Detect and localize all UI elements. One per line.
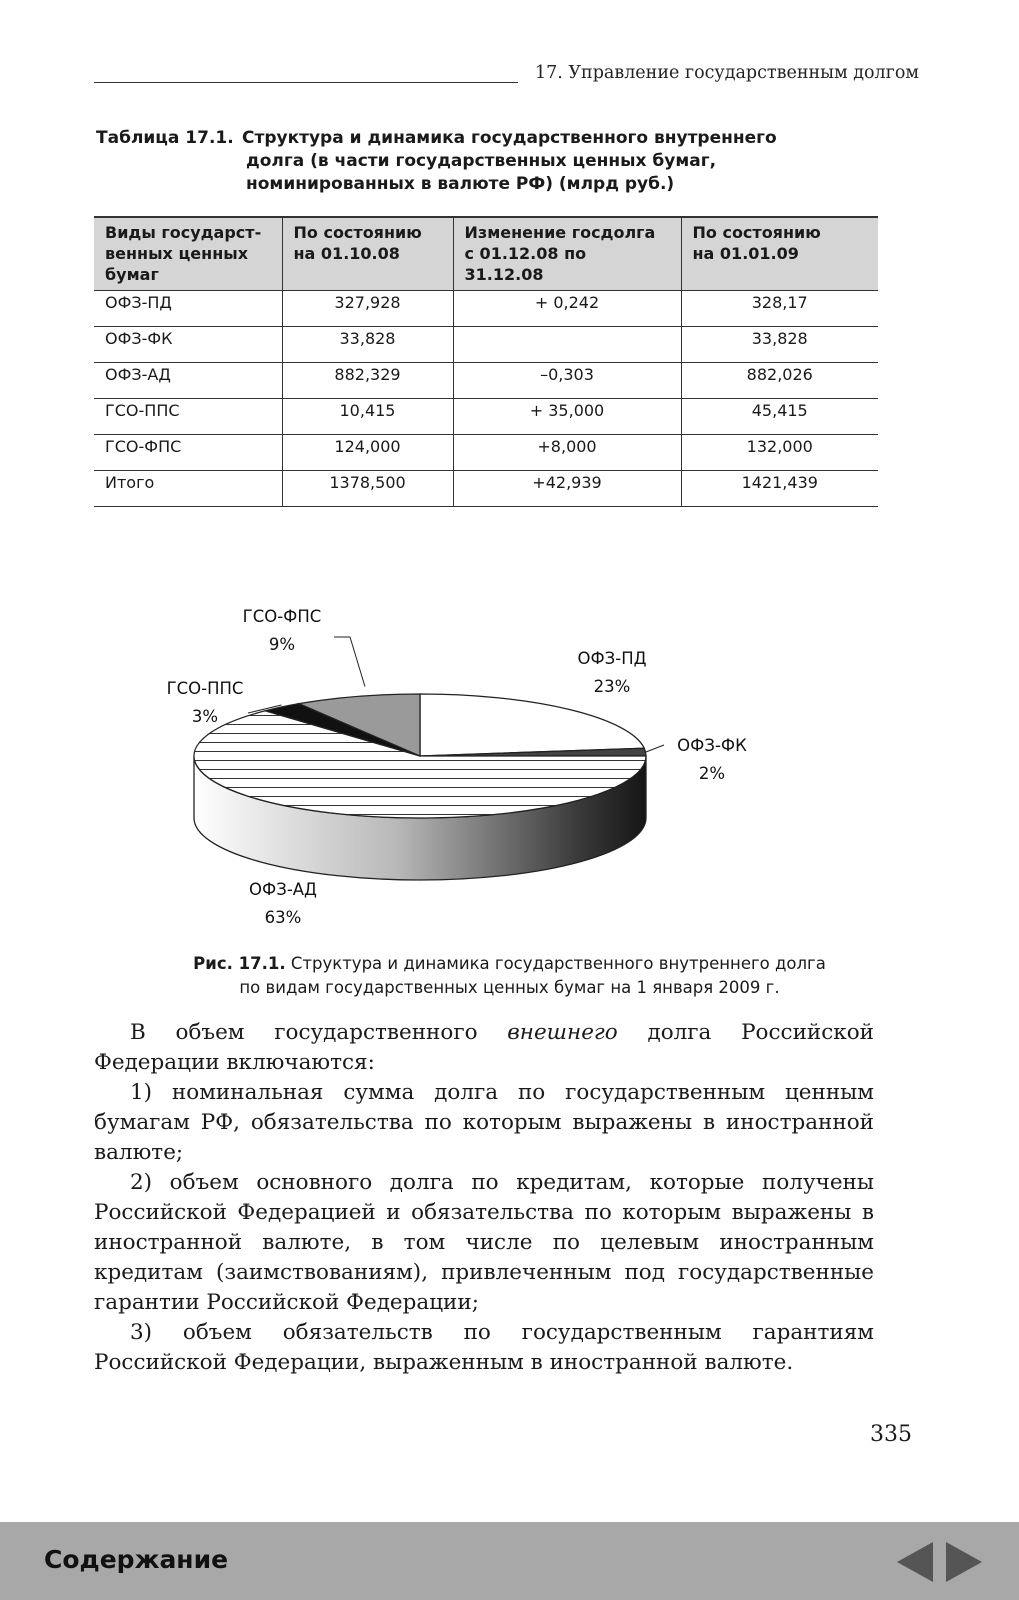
footer-nav-bar	[0, 1522, 1019, 1600]
figure-caption	[0, 952, 1019, 1000]
table-caption	[96, 127, 856, 196]
figure-caption-line: Структура и динамика государственного внутреннего долга	[290, 954, 826, 973]
paragraph: В объем государственного внешнего долга Российской Федерации включаются:	[94, 1020, 874, 1075]
table-cell: 45,415	[681, 399, 878, 435]
table-cell: ОФЗ-ФК	[94, 327, 282, 363]
table-cell: 33,828	[282, 327, 453, 363]
body-text	[94, 1018, 874, 1378]
table-cell: 1421,439	[681, 471, 878, 507]
slice-percent-label: 63%	[264, 908, 302, 927]
table-cell: ОФЗ-АД	[94, 363, 282, 399]
table-row	[94, 471, 878, 507]
slice-name-label: ГСО-ФПС	[242, 607, 322, 626]
table-of-contents-link[interactable]: Содержание	[44, 1545, 229, 1574]
table-caption-line: номинированных в валюте РФ) (млрд руб.)	[246, 174, 675, 194]
table-row	[94, 435, 878, 471]
table-caption-line: долга (в части государственных ценных бумаг,	[246, 151, 717, 171]
next-page-icon[interactable]	[946, 1542, 982, 1582]
leader-line	[334, 637, 365, 686]
debt-structure-table	[94, 216, 878, 507]
pie-chart	[0, 590, 1019, 940]
pie-slice-0	[420, 694, 644, 756]
slice-percent-label: 9%	[268, 635, 296, 654]
slice-percent-label: 2%	[698, 764, 726, 783]
header-rule	[94, 82, 518, 83]
page-number: 335	[870, 1422, 912, 1447]
table-caption-label: Таблица 17.1.	[96, 128, 234, 148]
table-cell: 132,000	[681, 435, 878, 471]
column-header-on-01-01-09: По состоянию на 01.01.09	[681, 217, 878, 291]
table-header-row	[94, 217, 878, 291]
table-cell: 1378,500	[282, 471, 453, 507]
table-cell: 327,928	[282, 291, 453, 327]
table-row	[94, 327, 878, 363]
paragraph: 3) объем обязательств по государственным гарантиям Российской Федерации, выраженным в иностранной валюте.	[94, 1320, 874, 1375]
table-cell	[453, 327, 681, 363]
paragraph: 2) объем основного долга по кредитам, которые получены Российской Федерацией и обязательства по которым выражены в иностранной валюте, в том числе по целевым иностранным кредитам (заимствованиям), привлеченным под государственные гарантии Российской Федерации;	[94, 1170, 874, 1315]
table-cell: 882,026	[681, 363, 878, 399]
running-head: 17. Управление государственным долгом	[535, 63, 919, 83]
table-cell: Итого	[94, 471, 282, 507]
table-cell: –0,303	[453, 363, 681, 399]
table-cell: 328,17	[681, 291, 878, 327]
slice-percent-label: 3%	[191, 707, 219, 726]
slice-name-label: ОФЗ-АД	[249, 880, 317, 899]
paragraph: 1) номинальная сумма долга по государственным ценным бумагам РФ, обязательства по которым выражены в иностранной валюте;	[94, 1080, 874, 1165]
slice-name-label: ГСО-ППС	[166, 679, 244, 698]
slice-name-label: ОФЗ-ФК	[677, 736, 747, 755]
table-cell: 10,415	[282, 399, 453, 435]
table-cell: 33,828	[681, 327, 878, 363]
column-header-change: Изменение госдолга с 01.12.08 по 31.12.08	[453, 217, 681, 291]
table-cell: + 0,242	[453, 291, 681, 327]
column-header-security-type: Виды государст- венных ценных бумаг	[94, 217, 282, 291]
table-caption-line: Структура и динамика государственного внутреннего	[242, 128, 777, 148]
table-cell: +8,000	[453, 435, 681, 471]
slice-percent-label: 23%	[593, 677, 631, 696]
table-cell: ГСО-ФПС	[94, 435, 282, 471]
table-row	[94, 291, 878, 327]
slice-name-label: ОФЗ-ПД	[577, 649, 647, 668]
table-cell: +42,939	[453, 471, 681, 507]
table-cell: + 35,000	[453, 399, 681, 435]
table-cell: ГСО-ППС	[94, 399, 282, 435]
table-row	[94, 363, 878, 399]
figure-caption-label: Рис. 17.1.	[193, 954, 286, 973]
prev-page-icon[interactable]	[897, 1542, 933, 1582]
figure-caption-line: по видам государственных ценных бумаг на 1 января 2009 г.	[239, 978, 780, 997]
table-cell: 124,000	[282, 435, 453, 471]
table-row	[94, 399, 878, 435]
column-header-on-01-10-08: По состоянию на 01.10.08	[282, 217, 453, 291]
table-cell: 882,329	[282, 363, 453, 399]
emphasis: внешнего	[507, 1020, 618, 1045]
table-cell: ОФЗ-ПД	[94, 291, 282, 327]
leader-line	[646, 745, 664, 752]
